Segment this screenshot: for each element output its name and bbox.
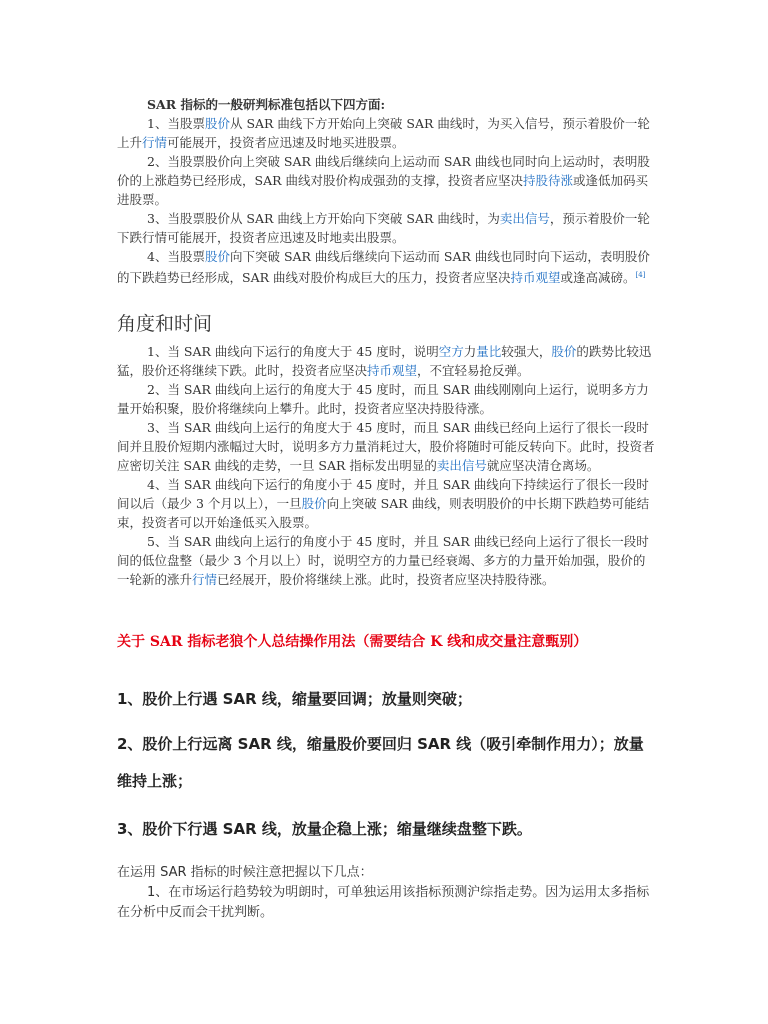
- link-market[interactable]: 行情: [192, 572, 218, 587]
- angle-item-5: 5、当 SAR 曲线向上运行的角度小于 45 度时，并且 SAR 曲线已经向上运行了很长一段时间的低位盘整（最少 3 个月以上）时，说明空方的力量已经衰竭、多方的力量开始加强，股价的一轮新的涨升行情已经展开，股价将继续上涨。此时，投资者应坚决持股待涨。: [117, 534, 649, 587]
- angle-item-2: 2、当 SAR 曲线向上运行的角度大于 45 度时，而且 SAR 曲线刚刚向上运行，说明多方力量开始积聚，股价将继续向上攀升。此时，投资者应坚决持股待涨。: [117, 382, 649, 416]
- link-sell-signal[interactable]: 卖出信号: [436, 458, 487, 473]
- angle-item-4: 4、当 SAR 曲线向下运行的角度小于 45 度时，并且 SAR 曲线向下持续运行了很长一段时间以后（最少 3 个月以上），一旦股价向上突破 SAR 曲线，则表明股价的中长期下跌趋势可能结束，投资者可以开始逢低买入股票。: [117, 477, 650, 530]
- angle-item-3: 3、当 SAR 曲线向上运行的角度大于 45 度时，而且 SAR 曲线已经向上运行了很长一段时间并且股价短期内涨幅过大时，说明多方力量消耗过大，股价将随时可能反转向下。此时，投资者应密切关注 SAR 曲线的走势，一旦 SAR 指标发出明显的卖出信号就应坚决清仓离场。: [117, 420, 655, 473]
- criteria-item-2: 2、当股票股价向上突破 SAR 曲线后继续向上运动而 SAR 曲线也同时向上运动时，表明股价的上涨趋势已经形成，SAR 曲线对股价构成强劲的支撑，投资者应坚决持股待涨或逢低加码买进股票。: [117, 154, 650, 207]
- rule-3: 3、股价下行遇 SAR 线，放量企稳上涨；缩量继续盘整下跌。: [117, 820, 532, 838]
- link-hold-cash[interactable]: 持币观望: [367, 363, 418, 378]
- rule-1: 1、股价上行遇 SAR 线，缩量要回调；放量则突破；: [117, 690, 472, 708]
- link-sell-signal[interactable]: 卖出信号: [499, 211, 550, 226]
- criteria-item-3: 3、当股票股价从 SAR 曲线上方开始向下突破 SAR 曲线时，为卖出信号，预示着股价一轮下跌行情可能展开，投资者应迅速及时地卖出股票。: [117, 211, 650, 245]
- sar-criteria-section: [117, 95, 657, 287]
- angle-item-1: 1、当 SAR 曲线向下运行的角度大于 45 度时，说明空方力量比较强大，股价的跌势比较迅猛，股价还将继续下跌。此时，投资者应坚决持币观望，不宜轻易抢反弹。: [117, 344, 652, 378]
- link-hold-for-rise[interactable]: 持股待涨: [522, 173, 573, 188]
- link-stock-price[interactable]: 股价: [204, 116, 230, 131]
- link-market[interactable]: 行情: [142, 135, 168, 150]
- notes-section: [117, 863, 657, 923]
- personal-summary-title: 关于 SAR 指标老狼个人总结操作用法（需要结合 K 线和成交量注意甄别）: [117, 634, 588, 650]
- link-bears[interactable]: 空方: [438, 344, 464, 359]
- link-stock-price[interactable]: 股价: [301, 496, 327, 511]
- reference-marker[interactable]: [4]: [635, 271, 646, 279]
- link-stock-price[interactable]: 股价: [551, 344, 577, 359]
- angle-time-section: [117, 342, 657, 589]
- link-hold-cash[interactable]: 持币观望: [510, 270, 561, 286]
- rule-2: 2、股价上行远离 SAR 线，缩量股价要回归 SAR 线（吸引牵制作用力）；放量维持上涨；: [117, 735, 644, 790]
- criteria-item-4: 4、当股票股价向下突破 SAR 曲线后继续向下运动而 SAR 曲线也同时向下运动，表明股价的下跌趋势已经形成，SAR 曲线对股价构成巨大的压力，投资者应坚决持币观望或逢高减磅。[4]: [117, 249, 650, 286]
- notes-title: 在运用 SAR 指标的时候注意把握以下几点：: [117, 865, 373, 880]
- criteria-title: SAR 指标的一般研判标准包括以下四方面:: [147, 97, 386, 112]
- link-stock-price[interactable]: 股价: [204, 249, 230, 264]
- criteria-item-1: 1、当股票股价从 SAR 曲线下方开始向上突破 SAR 曲线时，为买入信号，预示着股价一轮上升行情可能展开，投资者应迅速及时地买进股票。: [117, 116, 650, 150]
- angle-time-heading: 角度和时间: [117, 313, 213, 335]
- link-volume-ratio[interactable]: 量比: [476, 344, 502, 359]
- note-item-1: 1、在市场运行趋势较为明朗时，可单独运用该指标预测沪综指走势。因为运用太多指标在分析中反而会干扰判断。: [117, 885, 650, 920]
